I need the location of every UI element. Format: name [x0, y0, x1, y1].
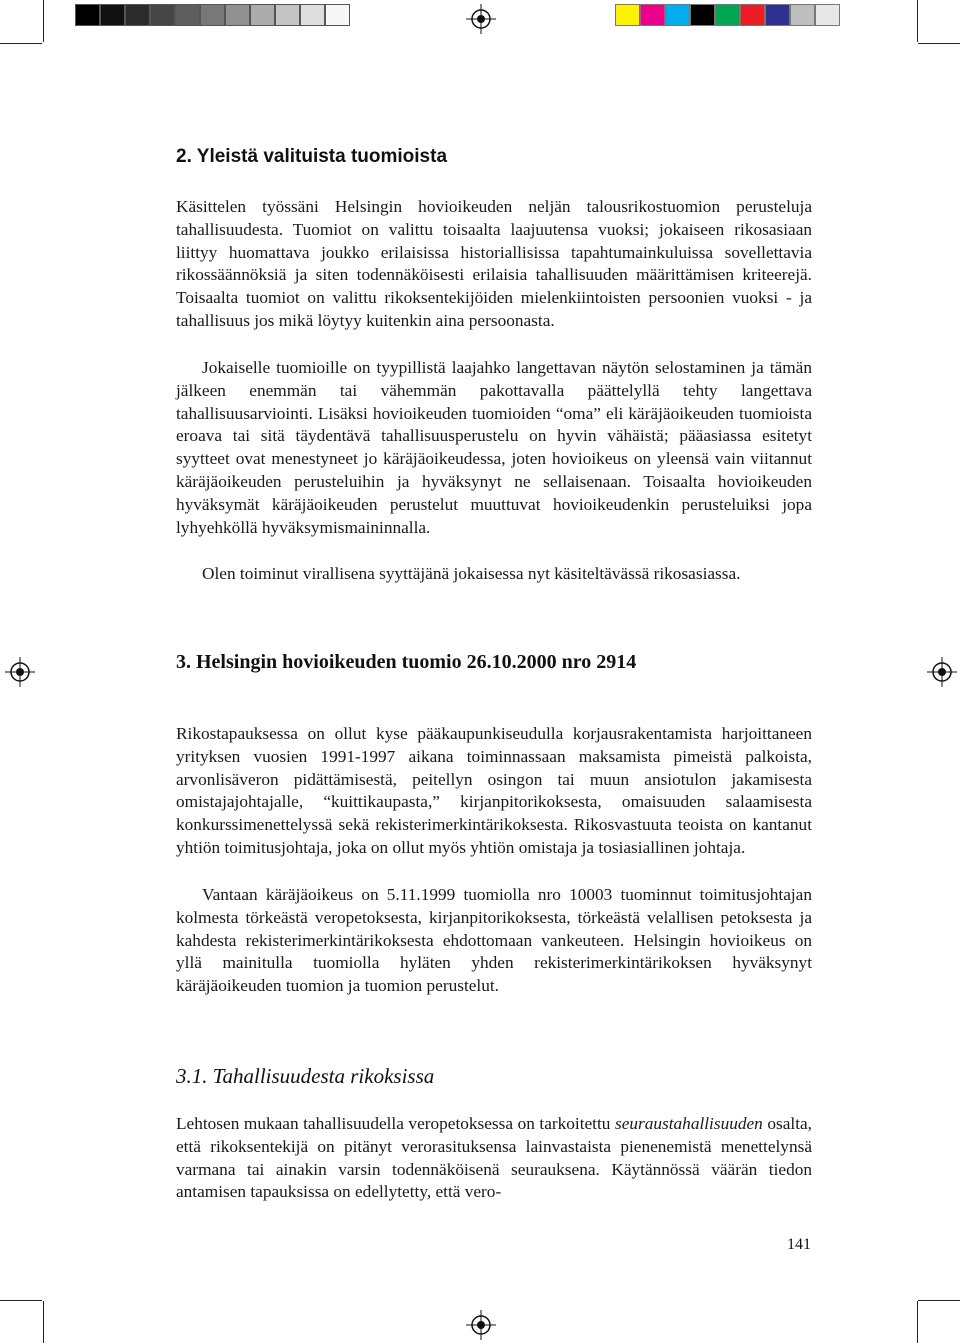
- color-swatch: [125, 4, 150, 26]
- color-swatch: [200, 4, 225, 26]
- grayscale-bar: [75, 4, 350, 26]
- color-swatch: [690, 4, 715, 26]
- crop-mark: [43, 0, 44, 42]
- color-swatch: [615, 4, 640, 26]
- color-swatch: [740, 4, 765, 26]
- color-swatch: [790, 4, 815, 26]
- color-swatch: [300, 4, 325, 26]
- crop-mark: [43, 1301, 44, 1343]
- paragraph-text: osalta, että rikoksentekijä on pitänyt verorasituksensa lainvastaista pienenemistä menettelynsä varmana tai ainakin varsin todennäköisenä seurauksena. Käytännössä väärän tiedon antamisen tapauksissa on edellytetty, että vero-: [176, 1114, 812, 1202]
- color-swatch: [715, 4, 740, 26]
- registration-mark-icon: [5, 657, 35, 687]
- color-swatch: [640, 4, 665, 26]
- paragraph-text: Lehtosen mukaan tahallisuudella veropetoksessa on tarkoitettu: [176, 1114, 615, 1133]
- color-swatch: [765, 4, 790, 26]
- registration-mark-icon: [927, 657, 957, 687]
- section-heading: 3. Helsingin hovioikeuden tuomio 26.10.2000 nro 2914: [176, 651, 637, 673]
- body-paragraph: Rikostapauksessa on ollut kyse pääkaupunkiseudulla korjausrakentamista harjoittaneen yrityksen vuosien 1991-1997 aikana toiminnassaan maksamista pimeistä palkoista, arvonlisäveron pidättämisestä, peitellyn osingon tai muun ansiotulon jakamisesta omistajajohtajalle, “kuittikaupasta,” kirjanpitorikoksesta, omaisuuden salaamisesta konkurssimenettelyssä sekä rekisterimerkintärikoksesta. Rikosvastuuta teoista on kantanut yhtiön toimitusjohtaja, joka on ollut myös yhtiön omistaja ja tosiasiallinen johtaja.: [176, 724, 812, 857]
- body-paragraph: [176, 1113, 812, 1204]
- crop-mark: [917, 0, 918, 42]
- color-swatch: [75, 4, 100, 26]
- body-paragraph: Vantaan käräjäoikeus on 5.11.1999 tuomiolla nro 10003 tuominnut toimitusjohtajan kolmesta törkeästä veropetoksesta, kirjanpitorikoksesta, törkeästä velallisen petoksesta ja kahdesta rekisterimerkintärikoksesta ehdottomaan vankeuteen. Helsingin hovioikeus on yllä mainitulla tuomiolla hyläten yhden rekisterimerkintärikoksen hyväksynyt käräjäoikeuden tuomion ja tuomion perustelut.: [176, 885, 812, 996]
- color-swatch: [325, 4, 350, 26]
- body-paragraph: Käsittelen työssäni Helsingin hovioikeuden neljän talousrikostuomion perusteluja tahallisuudesta. Tuomiot on valittu toisaalta laajuutensa vuoksi; jokaiseen rikosasiaan liittyy huomattava joukko erilaisissa historiallisissa tapahtumainkuluissa sovellettavia rikossäännöksiä ja siten todennäköisesti erilaisia tahallisuuden määrittämisen kriteerejä. Toisaalta tuomiot on valittu rikoksentekijöiden mielenkiintoisten persoonien vuoksi - ja tahallisuus jos mikä löytyy kuitenkin aina persoonasta.: [176, 197, 812, 330]
- crop-mark: [917, 1301, 918, 1343]
- crop-mark: [918, 1300, 960, 1301]
- body-paragraph: Jokaiselle tuomioille on tyypillistä laajahko langettavan näytön selostaminen ja tämän jälkeen enemmän tai vähemmän pakottavalla päättelyllä tehty langettava tahallisuusarviointi. Lisäksi hovioikeuden tuomioiden “oma” eli käräjäoikeuden tuomioista eroava tai sitä täydentävä tahallisuusperustelu on hyvin vähäistä; pääasiassa esitetyt syytteet ovat menestyneet jo käräjäoikeudessa, joten hovioikeus on yleensä vain viitannut käräjäoikeuden perusteluihin ja hyväksynyt ne sellaisenaan. Toisaalta hovioikeuden hyväksymät käräjäoikeuden perustelut muuttuvat hovioikeudenkin perusteluiksi jopa lyhyehköllä hyväksymismaininnalla.: [176, 358, 812, 537]
- color-swatch: [665, 4, 690, 26]
- color-swatch: [175, 4, 200, 26]
- registration-mark-icon: [466, 4, 496, 34]
- page-number: 141: [787, 1236, 811, 1253]
- crop-mark: [0, 1300, 42, 1301]
- color-swatch: [250, 4, 275, 26]
- body-paragraph: Olen toiminut virallisena syyttäjänä jokaisessa nyt käsiteltävässä rikosasiassa.: [202, 564, 741, 583]
- color-swatch: [100, 4, 125, 26]
- color-swatch: [150, 4, 175, 26]
- color-bar: [615, 4, 840, 26]
- emphasized-term: seuraustahallisuuden: [614, 1114, 763, 1133]
- crop-mark: [0, 43, 42, 44]
- color-swatch: [225, 4, 250, 26]
- color-swatch: [815, 4, 840, 26]
- subsection-heading: 3.1. Tahallisuudesta rikoksissa: [176, 1064, 435, 1088]
- crop-mark: [918, 43, 960, 44]
- section-heading: 2. Yleistä valituista tuomioista: [176, 146, 448, 167]
- color-swatch: [275, 4, 300, 26]
- registration-mark-icon: [466, 1310, 496, 1340]
